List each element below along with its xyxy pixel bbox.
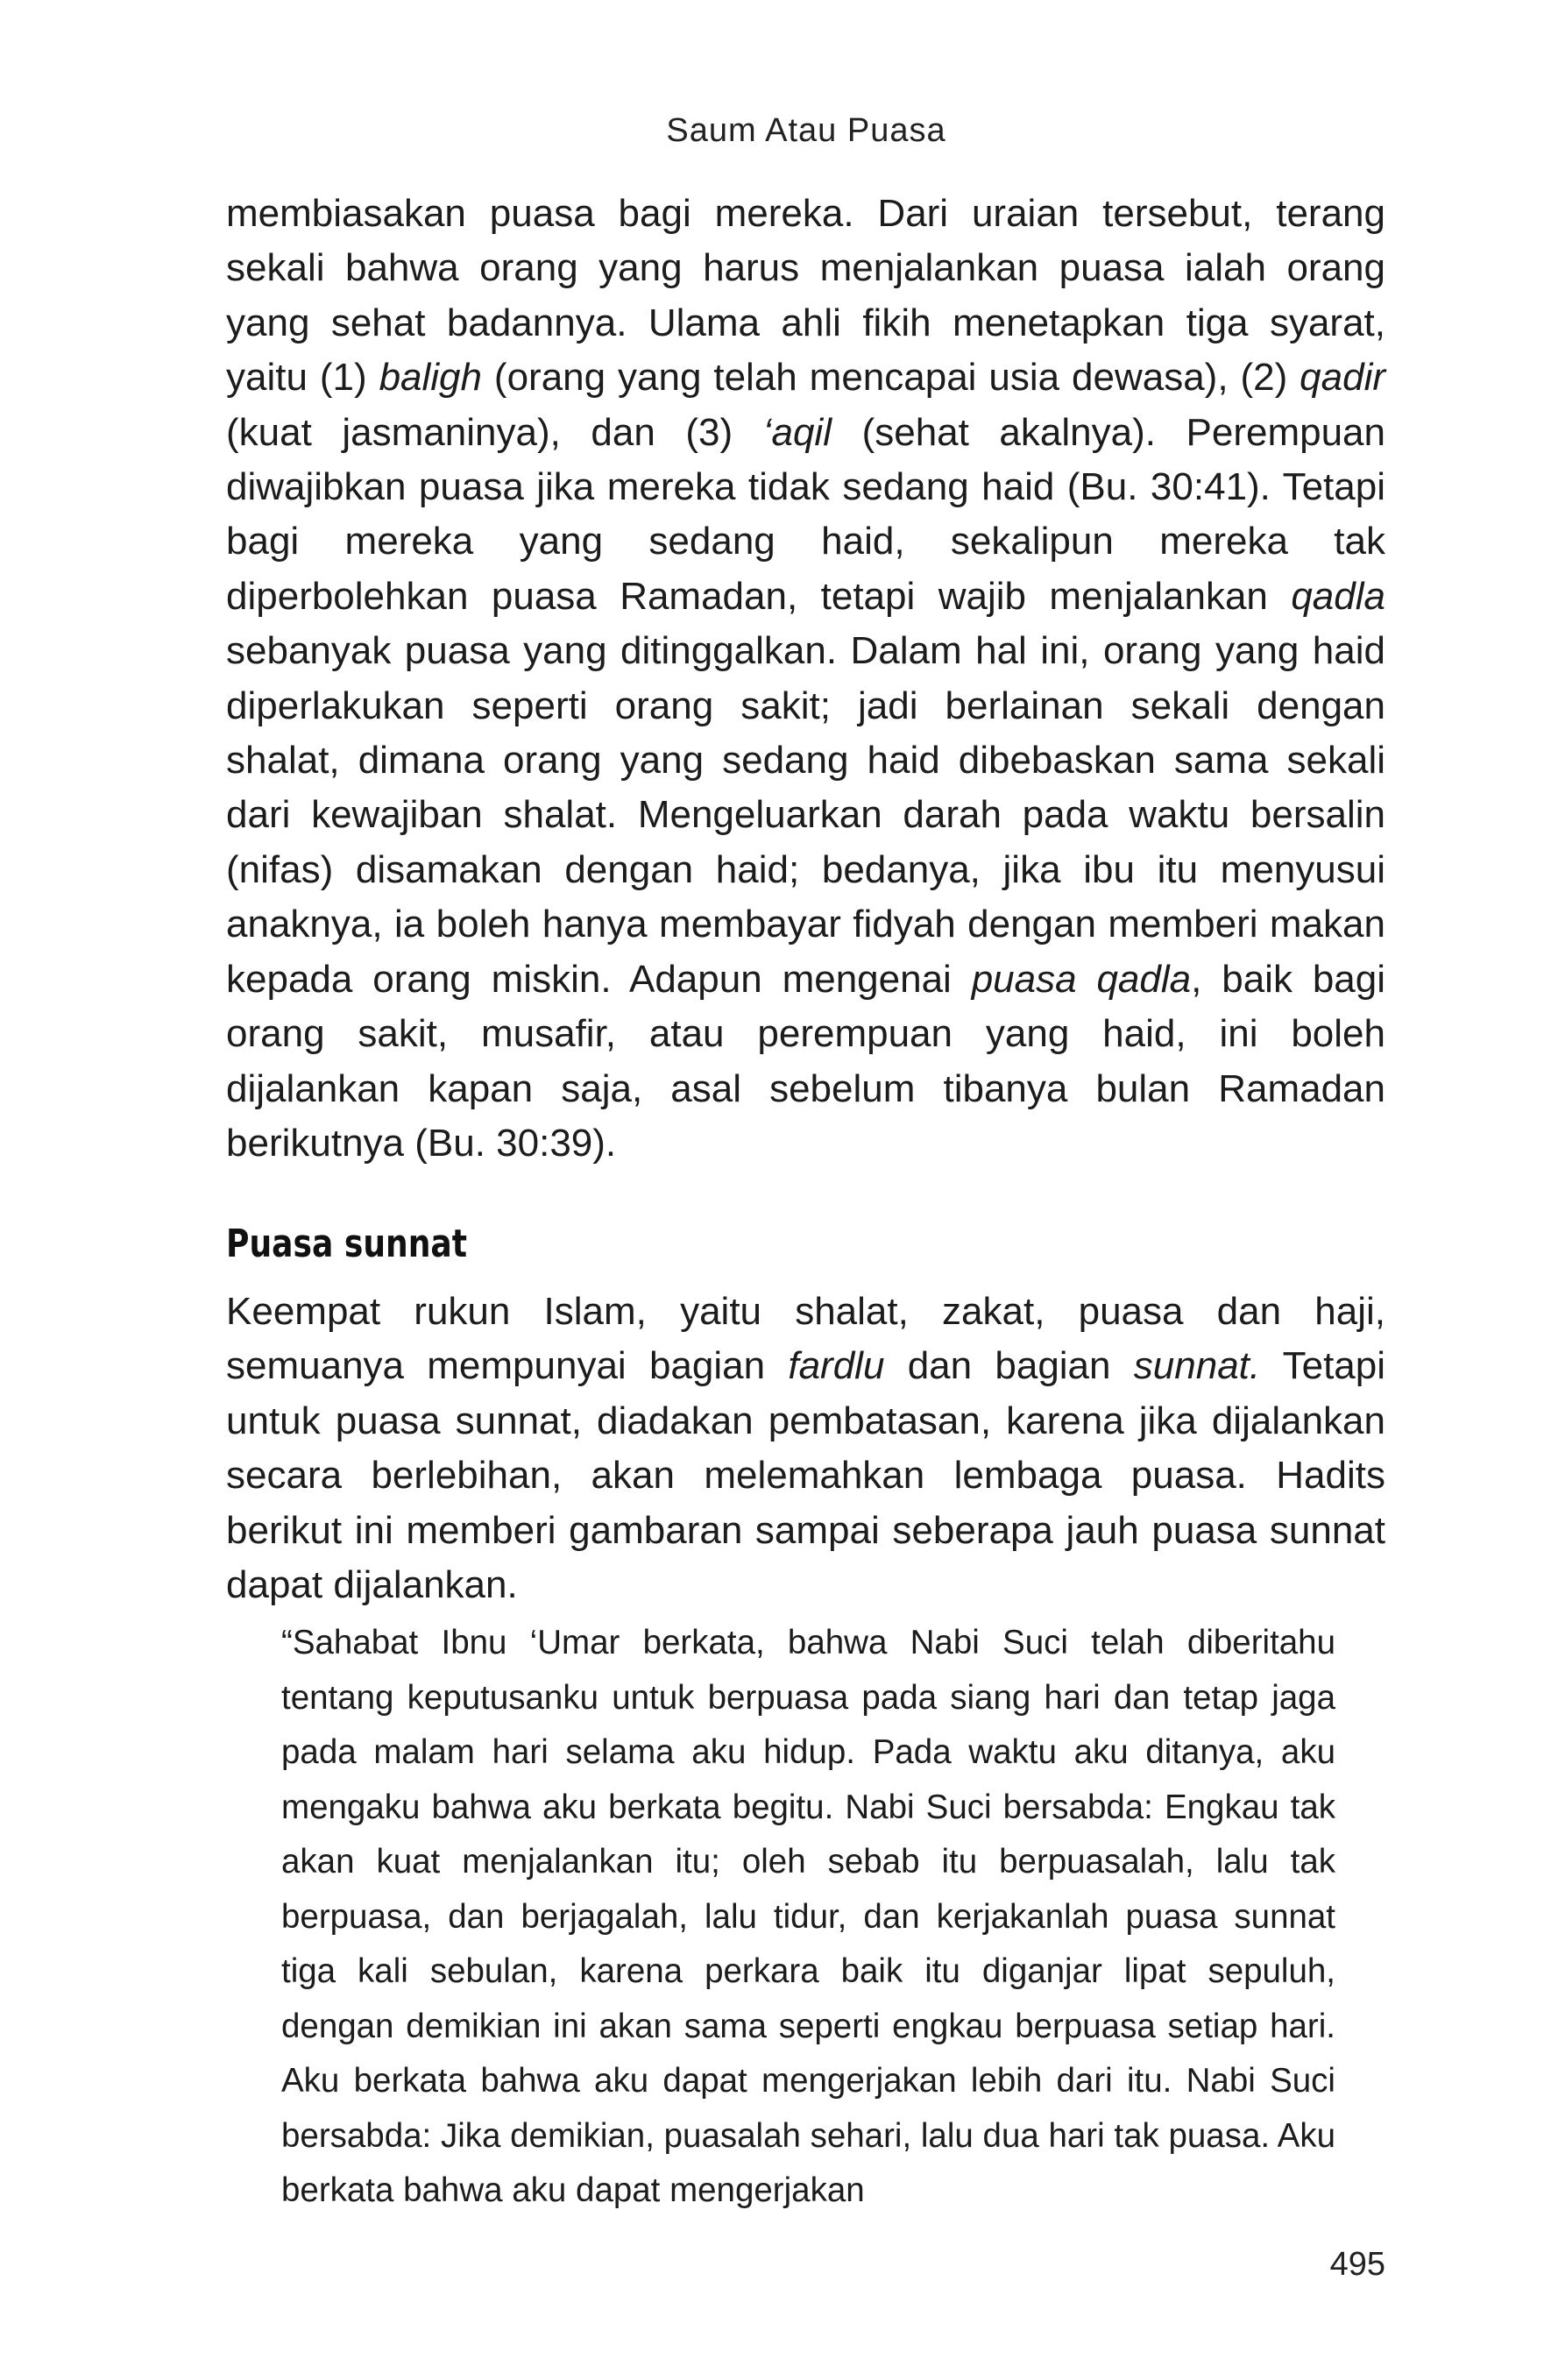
hadith-quote: “Sahabat Ibnu ‘Umar berkata, bahwa Nabi Suci telah diberitahu tentang keputusanku untuk berpuasa pada siang hari dan tetap jaga pada malam hari selama aku hidup. Pada waktu aku ditanya, aku mengaku bahwa aku berkata begitu. Nabi Suci bersabda: Engkau tak akan kuat menjalankan itu; oleh sebab itu berpuasalah, lalu tak berpuasa, dan berjagalah, lalu tidur, dan kerjakanlah puasa sunnat tiga kali sebulan, karena perkara baik itu diganjar lipat sepuluh, dengan demikian ini akan sama seperti engkau berpuasa setiap hari. Aku berkata bahwa aku dapat mengerjakan lebih dari itu. Nabi Suci bersabda: Jika demikian, puasalah sehari, lalu dua hari tak puasa. Aku berkata bahwa aku dapat mengerjakan	[281, 1624, 1335, 2209]
text-run: , baik bagi orang sakit, musafir, atau perempuan yang haid, ini boleh dijalankan kapan saja, asal sebelum tibanya bulan Ramadan berikutnya (Bu. 30:39).	[226, 957, 1386, 1165]
term-qadir: qadir	[1300, 356, 1385, 400]
page-number: 495	[1329, 2246, 1385, 2283]
text-run: sebanyak puasa yang ditinggalkan. Dalam hal ini, orang yang haid diperlakukan seperti orang sakit; jadi berlainan sekali dengan shalat, dimana orang yang sedang haid dibebaskan sama sekali dari kewajiban shalat. Mengeluarkan darah pada waktu bersalin (nifas) disamakan dengan haid; bedanya, jika ibu itu menyusui anaknya, ia boleh hanya membayar fidyah dengan memberi makan kepada orang miskin. Adapun mengenai	[226, 629, 1385, 1001]
text-run: (sehat akalnya). Perempuan diwajibkan puasa jika mereka tidak sedang haid (Bu. 30:41). Tetapi bagi mereka yang sedang haid, sekalipun mereka tak diperbolehkan puasa Ramadan, tetapi wajib menjalankan	[226, 410, 1385, 618]
running-header: Saum Atau Puasa	[666, 112, 946, 149]
text-run: (orang yang telah mencapai usia dewasa), (2)	[482, 356, 1300, 400]
text-run: Keempat rukun Islam, yaitu shalat, zakat, puasa dan haji, semuanya mempunyai bagian	[226, 1290, 1385, 1388]
section-heading: Puasa sunnat	[226, 1222, 467, 1266]
text-run: (kuat jasmaninya), dan (3)	[226, 410, 763, 454]
term-baligh: baligh	[379, 356, 482, 400]
term-fardlu: fardlu	[788, 1344, 885, 1388]
text-run: Tetapi untuk puasa sunnat, diadakan pembatasan, karena jika dijalankan secara berlebihan, akan melemahkan lembaga puasa. Hadits berikut ini memberi gambaran sampai seberapa jauh puasa sunnat dapat dijalankan.	[226, 1344, 1386, 1607]
term-sunnat: sunnat.	[1133, 1344, 1261, 1388]
term-qadla: qadla	[1291, 574, 1385, 618]
paragraph-fasting-requirements	[226, 187, 1385, 1171]
text-run: dan bagian	[884, 1344, 1134, 1388]
term-puasa-qadla: puasa qadla	[971, 957, 1192, 1001]
paragraph-puasa-sunnat-intro	[226, 1285, 1385, 1612]
term-aqil: ‘aqil	[762, 410, 832, 454]
text-run: membiasakan puasa bagi mereka. Dari uraian tersebut, terang sekali bahwa orang yang harus menjalankan puasa ialah orang yang sehat badannya. Ulama ahli fikih menetapkan tiga syarat, yaitu (1)	[226, 192, 1385, 400]
